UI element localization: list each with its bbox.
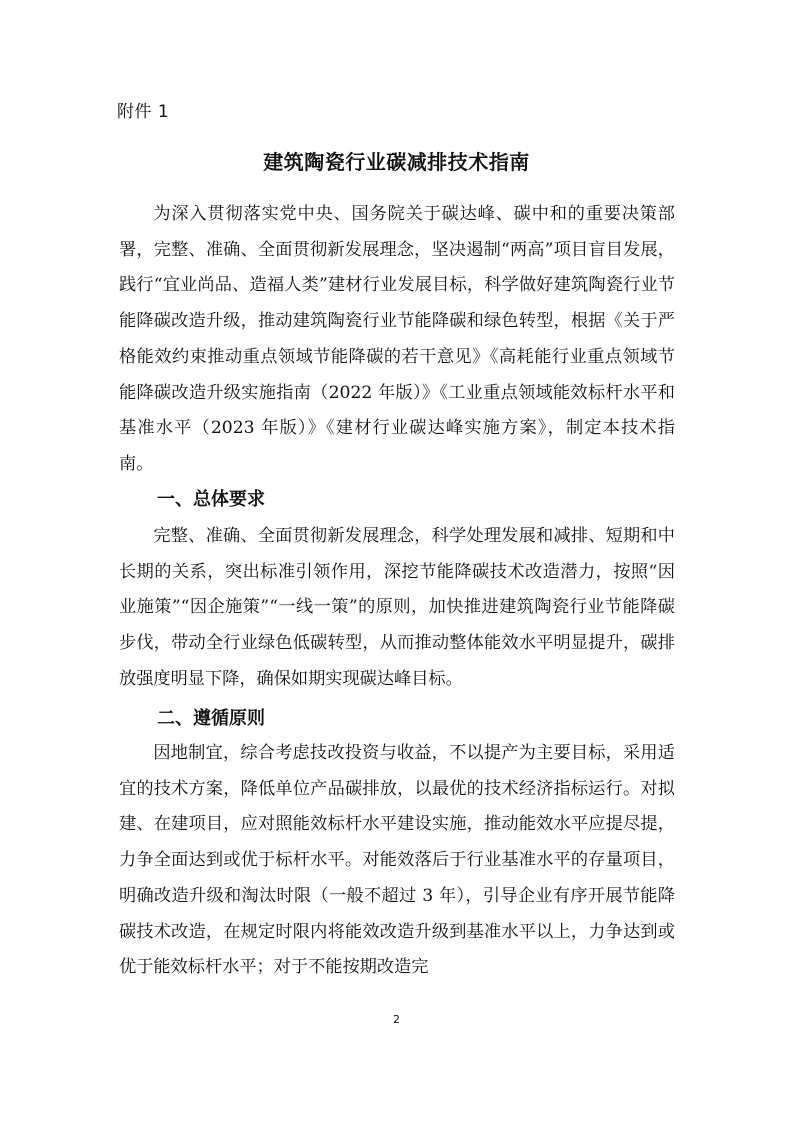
principles-paragraph: 因地制宜，综合考虑技改投资与收益，不以提产为主要目标，采用适宜的技术方案，降低单位产品碳排放，以最优的技术经济指标运行。对拟建、在建项目，应对照能效标杆水平建设实施，推动能效水平应提尽提，力争全面达到或优于标杆水平。对能效落后于行业基准水平的存量项目，明确改造升级和淘汰时限（一般不超过 3 年），引导企业有序开展节能降碳技术改造，在规定时限内将能效改造升级到基准水平以上，力争达到或优于能效标杆水平；对于不能按期改造完 [119, 743, 675, 978]
general-requirements-paragraph: 完整、准确、全面贯彻新发展理念，科学处理发展和减排、短期和中长期的关系，突出标准引领作用，深挖节能降碳技术改造潜力，按照“因业施策”“因企施策”“一线一策”的原则，加快推进建筑陶瓷行业节能降碳步伐，带动全行业绿色低碳转型，从而推动整体能效水平明显提升，碳排放强度明显下降，确保如期实现碳达峰目标。 [119, 526, 675, 689]
page-number: 2 [393, 1013, 400, 1026]
attachment-label: 附件 1 [117, 102, 170, 122]
document-title: 建筑陶瓷行业碳减排技术指南 [263, 150, 530, 174]
intro-paragraph: 为深入贯彻落实党中央、国务院关于碳达峰、碳中和的重要决策部署，完整、准确、全面贯彻新发展理念，坚决遏制“两高”项目盲目发展，践行“宜业尚品、造福人类”建材行业发展目标，科学做好建筑陶瓷行业节能降碳改造升级，推动建筑陶瓷行业节能降碳和绿色转型，根据《关于严格能效约束推动重点领域节能降碳的若干意见》《高耗能行业重点领域节能降碳改造升级实施指南（2022 年版）》《工业重点领域能效标杆水平和基准水平（2023 年版）》《建材行业碳达峰实施方案》，制定本技术指南。 [119, 204, 675, 474]
section-heading-principles: 二、遵循原则 [157, 708, 265, 729]
section-heading-general-requirements: 一、总体要求 [157, 489, 265, 510]
